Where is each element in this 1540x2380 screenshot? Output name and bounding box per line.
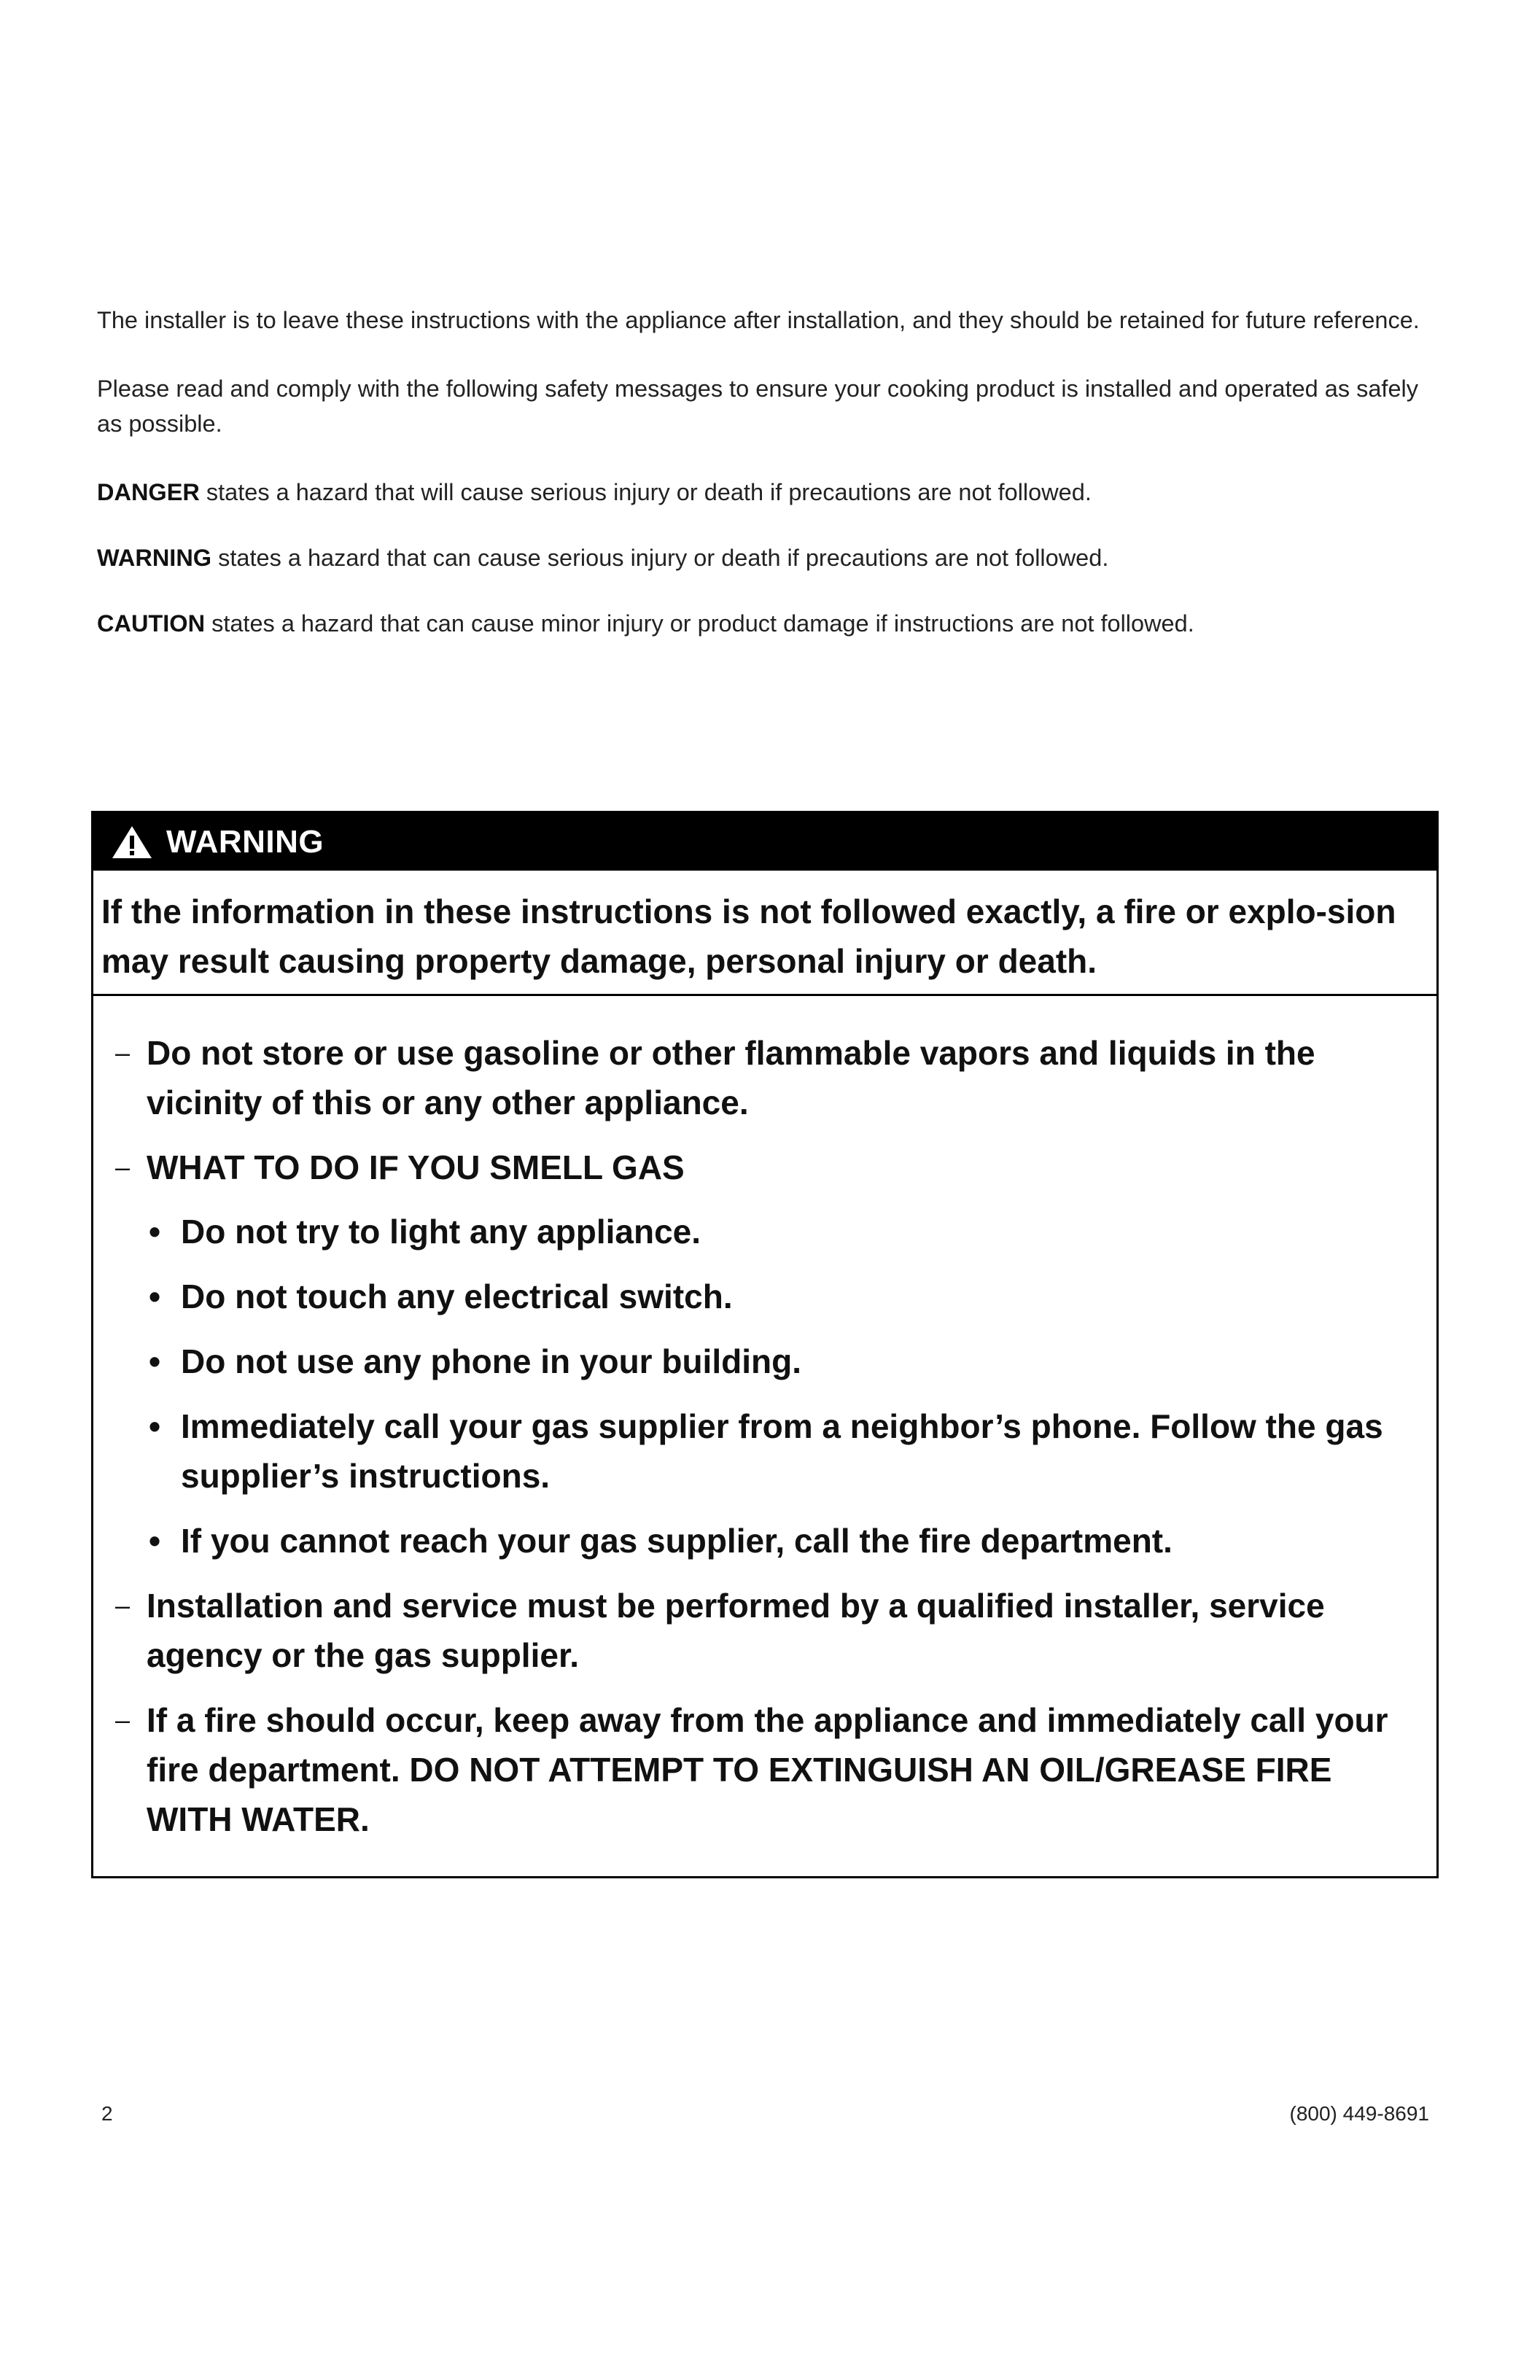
warning-header: [93, 813, 1436, 871]
warning-instructions-list: [93, 996, 1436, 1844]
list-item: [93, 1143, 1407, 1566]
bullet-marker: •: [149, 1342, 161, 1380]
warning-definition: [97, 540, 1446, 575]
caution-term: CAUTION: [97, 610, 206, 637]
bullet-marker: •: [149, 1522, 161, 1560]
bullet-text: Do not try to light any appliance.: [181, 1213, 701, 1251]
dash-marker: –: [115, 1152, 131, 1182]
dash-marker: –: [115, 1038, 131, 1068]
bullet-item: [93, 1516, 1407, 1566]
intro-paragraph-retain: The installer is to leave these instructions with the appliance after installation, and they should be retained for future reference.: [97, 307, 1420, 333]
bullet-item: [93, 1207, 1407, 1256]
list-item: [93, 1695, 1407, 1844]
dash-marker: –: [115, 1705, 131, 1735]
phone-number: (800) 449-8691: [1289, 2102, 1429, 2125]
bullet-item: [93, 1337, 1407, 1386]
bullet-item: [93, 1272, 1407, 1321]
gas-smell-steps: [93, 1207, 1407, 1566]
bullet-text: Do not use any phone in your building.: [181, 1342, 801, 1380]
warning-term: WARNING: [97, 545, 212, 571]
list-item-text: WHAT TO DO IF YOU SMELL GAS: [147, 1148, 685, 1186]
warning-triangle-icon: [109, 824, 155, 860]
list-item: [93, 1028, 1407, 1127]
danger-text: states a hazard that will cause serious injury or death if precautions are not followed.: [199, 479, 1092, 505]
danger-definition: [97, 475, 1446, 510]
warning-lead-statement: If the information in these instructions is not followed exactly, a fire or explo-sion may result causing property damage, personal injury or death.: [93, 871, 1439, 996]
page-number: 2: [101, 2102, 113, 2125]
list-item-text: If a fire should occur, keep away from the appliance and immediately call your fire department. DO NOT ATTEMPT TO EXTINGUISH AN OIL/GREASE FIRE WITH WATER.: [147, 1701, 1388, 1838]
intro-section: [97, 303, 1446, 672]
bullet-text: Do not touch any electrical switch.: [181, 1278, 733, 1315]
caution-text: states a hazard that can cause minor injury or product damage if instructions are not followed.: [205, 610, 1194, 637]
list-item: [93, 1581, 1407, 1680]
bullet-text: If you cannot reach your gas supplier, call the fire department.: [181, 1522, 1172, 1560]
bullet-item: [93, 1401, 1407, 1501]
caution-definition: [97, 606, 1446, 641]
bullet-marker: •: [149, 1278, 161, 1315]
bullet-marker: •: [149, 1213, 161, 1251]
list-item-text: Installation and service must be performed by a qualified installer, service agency or the gas supplier.: [147, 1587, 1325, 1674]
bullet-marker: •: [149, 1407, 161, 1445]
list-item-text: Do not store or use gasoline or other flammable vapors and liquids in the vicinity of this or any other appliance.: [147, 1034, 1315, 1121]
warning-box: [91, 811, 1439, 1878]
danger-term: DANGER: [97, 479, 200, 505]
intro-paragraph-comply: Please read and comply with the following safety messages to ensure your cooking product is installed and operated as safely as possible.: [97, 376, 1419, 437]
warning-text: states a hazard that can cause serious injury or death if precautions are not followed.: [211, 545, 1109, 571]
dash-marker: –: [115, 1590, 131, 1620]
bullet-text: Immediately call your gas supplier from a neighbor’s phone. Follow the gas supplier’s instructions.: [181, 1407, 1383, 1495]
hazard-definitions: [97, 475, 1446, 641]
warning-title: WARNING: [166, 823, 324, 860]
